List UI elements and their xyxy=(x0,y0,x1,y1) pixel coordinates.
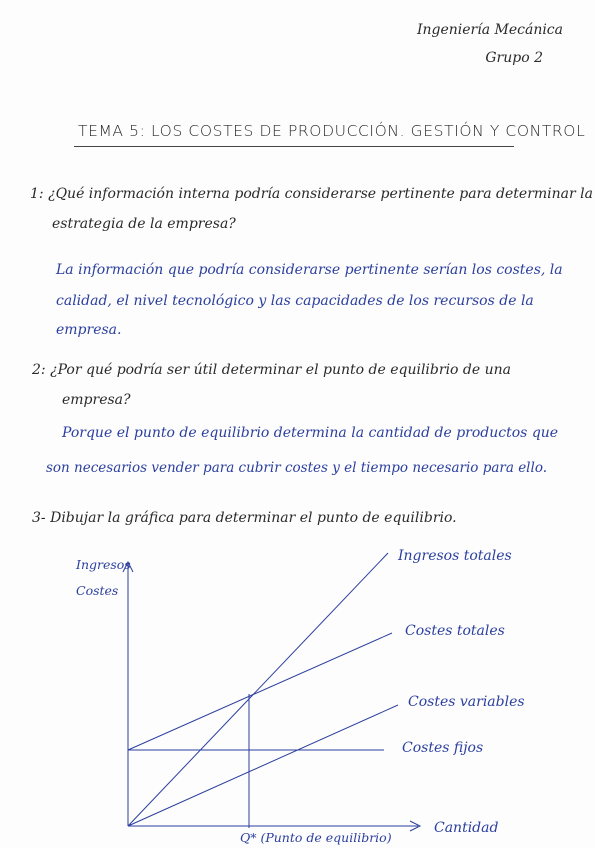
ingresos-totales-line xyxy=(128,553,388,826)
answer-1-line-1: La información que podría considerarse pertinente serían los costes, la xyxy=(56,262,563,278)
answer-2-line-2: son necesarios vender para cubrir costes y el tiempo necesario para ello. xyxy=(46,460,548,476)
label-costes-variables: Costes variables xyxy=(408,694,525,710)
answer-1-line-2: calidad, el nivel tecnológico y las capacidades de los recursos de la xyxy=(56,293,534,309)
label-costes-totales: Costes totales xyxy=(405,623,505,639)
question-1-line-2: estrategia de la empresa? xyxy=(52,216,236,232)
question-2-line-1: 2: ¿Por qué podría ser útil determinar el punto de equilibrio de una xyxy=(32,362,512,378)
header-subject: Ingeniería Mecánica xyxy=(416,22,563,38)
header-group: Grupo 2 xyxy=(485,50,543,66)
y-axis-label-ingresos: Ingresos xyxy=(76,557,131,572)
question-2-line-2: empresa? xyxy=(62,392,131,408)
y-axis-label-costes: Costes xyxy=(76,583,119,598)
answer-1-line-3: empresa. xyxy=(56,322,122,338)
question-1-line-1: 1: ¿Qué información interna podría considerarse pertinente para determinar la xyxy=(30,186,593,202)
q-star-label: Q* (Punto de equilibrio) xyxy=(240,830,392,845)
label-ingresos-totales: Ingresos totales xyxy=(398,548,512,564)
costes-variables-line xyxy=(128,705,398,826)
page-title: TEMA 5: LOS COSTES DE PRODUCCIÓN. GESTIÓN Y CONTROL xyxy=(78,122,586,140)
answer-2-line-1: Porque el punto de equilibrio determina la cantidad de productos que xyxy=(62,425,559,441)
x-axis-label-cantidad: Cantidad xyxy=(434,820,499,836)
question-3-line-1: 3- Dibujar la gráfica para determinar el punto de equilibrio. xyxy=(32,510,457,526)
costes-totales-line xyxy=(128,633,392,750)
label-costes-fijos: Costes fijos xyxy=(402,740,484,756)
